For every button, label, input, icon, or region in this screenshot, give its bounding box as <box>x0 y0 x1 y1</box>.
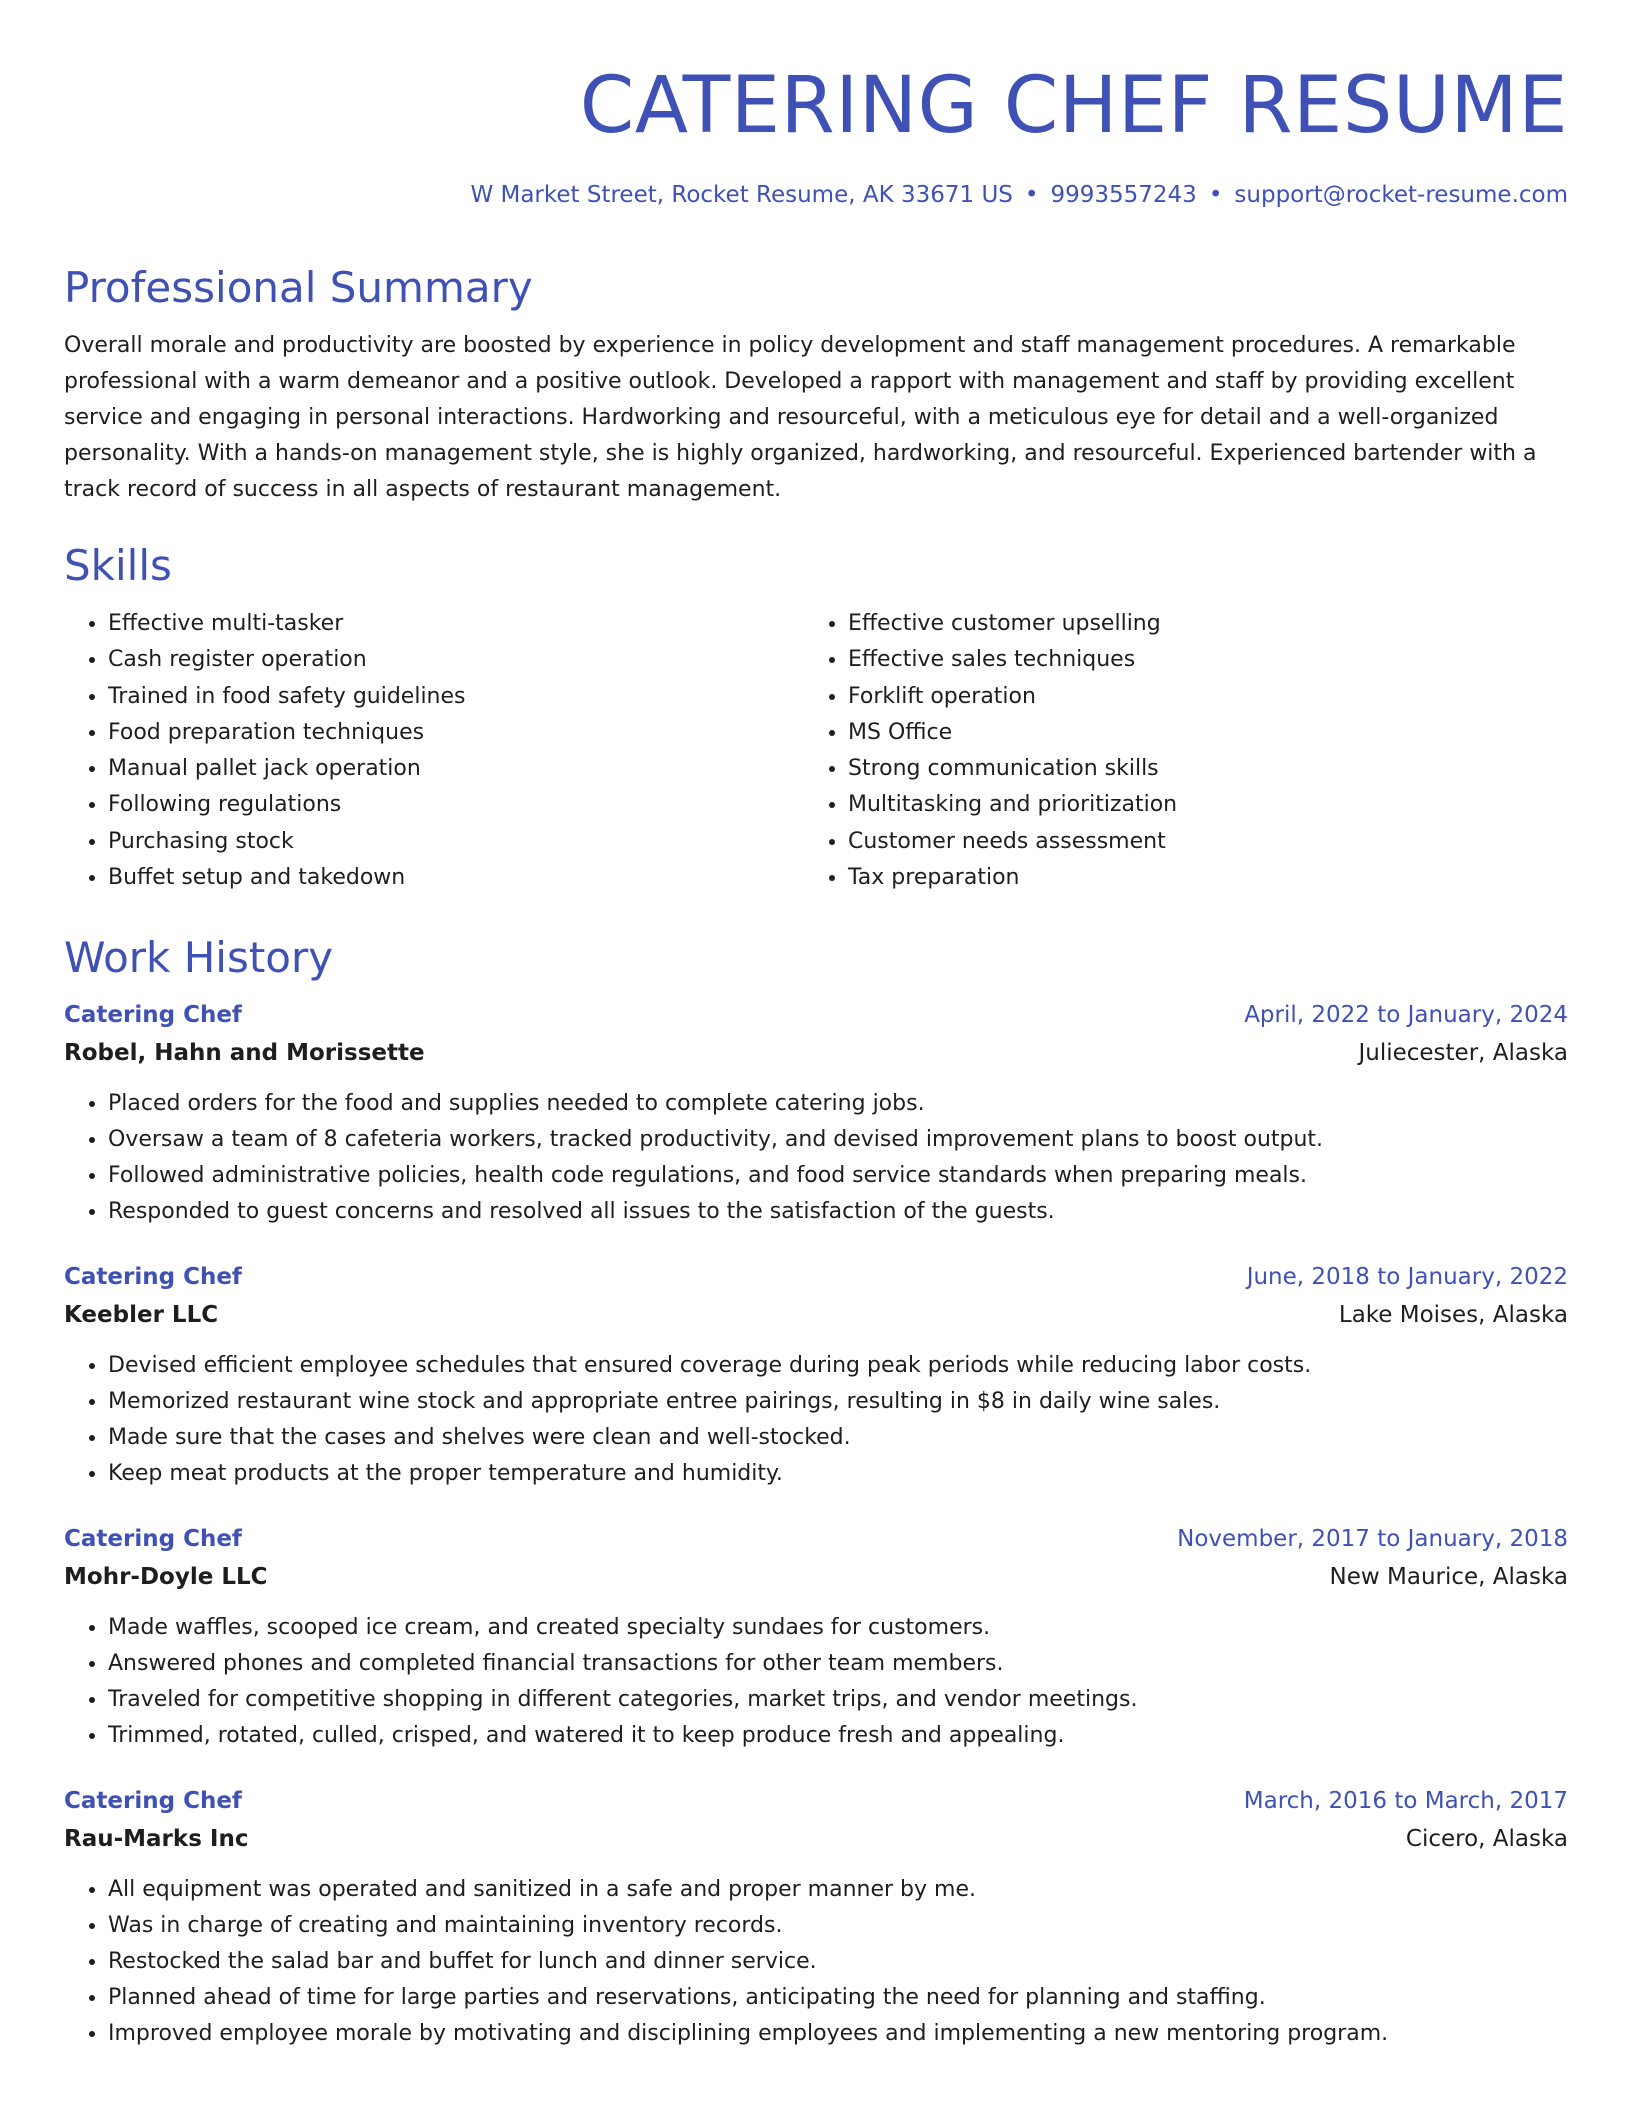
job-bullet: • Oversaw a team of 8 cafeteria workers, tracked productivity, and devised improvement plans to boost output. <box>108 1122 1568 1158</box>
job-bullet: • Planned ahead of time for large parties and reservations, anticipating the need for planning and staffing. <box>108 1980 1568 2016</box>
resume-title: CATERING CHEF RESUME <box>579 61 1568 151</box>
contact-address: W Market Street, Rocket Resume, AK 33671 US <box>470 182 1013 208</box>
job-title: Catering Chef <box>64 1264 242 1290</box>
contact-line <box>470 180 1568 210</box>
skills-section <box>64 540 1568 896</box>
job-company: Robel, Hahn and Morissette <box>64 1040 425 1066</box>
job-location: New Maurice, Alaska <box>1329 1564 1568 1590</box>
skills-list-left <box>64 606 804 896</box>
job-bullet: • Responded to guest concerns and resolved all issues to the satisfaction of the guests. <box>108 1194 1568 1230</box>
job-entry <box>64 996 1568 1230</box>
contact-separator: • <box>1024 182 1039 208</box>
skill-item: • Forklift operation <box>848 679 1544 715</box>
skill-item: • Effective sales techniques <box>848 642 1544 678</box>
skill-item: • Effective multi-tasker <box>108 606 804 642</box>
job-company-row <box>64 1820 1568 1858</box>
job-dates: March, 2016 to March, 2017 <box>1243 1788 1568 1814</box>
skill-item: • Purchasing stock <box>108 824 804 860</box>
job-company: Rau-Marks Inc <box>64 1826 249 1852</box>
job-bullet: • Devised efficient employee schedules that ensured coverage during peak periods while reducing labor costs. <box>108 1348 1568 1384</box>
skill-item: • Strong communication skills <box>848 751 1544 787</box>
job-bullet-list <box>64 1348 1568 1492</box>
skill-item: • Food preparation techniques <box>108 715 804 751</box>
job-header-row <box>64 996 1568 1034</box>
job-bullet: • Improved employee morale by motivating and disciplining employees and implementing a new mentoring program. <box>108 2016 1568 2052</box>
summary-text: Overall morale and productivity are boosted by experience in policy development and staff management procedures. A remarkable professional with a warm demeanor and a positive outlook. Developed a rapport with management and staff by providing excellent service and engaging in personal interactions. Hardworking and resourceful, with a meticulous eye for detail and a well-organized personality. With a hands-on management style, she is highly organized, hardworking, and resourceful. Experienced bartender with a track record of success in all aspects of restaurant management. <box>64 333 1537 502</box>
job-bullet: • Answered phones and completed financial transactions for other team members. <box>108 1646 1568 1682</box>
section-heading-work-history: Work History <box>64 933 334 982</box>
skill-item: • Multitasking and prioritization <box>848 787 1544 823</box>
skill-item: • Trained in food safety guidelines <box>108 679 804 715</box>
skill-item: • Effective customer upselling <box>848 606 1544 642</box>
skills-columns <box>64 606 1568 896</box>
job-header-row <box>64 1258 1568 1296</box>
section-heading-skills: Skills <box>64 541 172 590</box>
job-dates: June, 2018 to January, 2022 <box>1246 1264 1568 1290</box>
skill-item: • Tax preparation <box>848 860 1544 896</box>
job-bullet: • Made sure that the cases and shelves were clean and well-stocked. <box>108 1420 1568 1456</box>
job-bullet-list <box>64 1086 1568 1230</box>
job-header-row <box>64 1520 1568 1558</box>
skill-item: • Following regulations <box>108 787 804 823</box>
contact-email: support@rocket-resume.com <box>1234 182 1568 208</box>
skill-item: • Buffet setup and takedown <box>108 860 804 896</box>
skill-item: • Cash register operation <box>108 642 804 678</box>
job-bullet: • Placed orders for the food and supplies needed to complete catering jobs. <box>108 1086 1568 1122</box>
job-bullet: • Was in charge of creating and maintaining inventory records. <box>108 1908 1568 1944</box>
job-location: Cicero, Alaska <box>1405 1826 1568 1852</box>
skill-item: • Customer needs assessment <box>848 824 1544 860</box>
contact-separator: • <box>1208 182 1223 208</box>
job-company: Keebler LLC <box>64 1302 219 1328</box>
skill-item: • Manual pallet jack operation <box>108 751 804 787</box>
job-company: Mohr-Doyle LLC <box>64 1564 268 1590</box>
job-entry <box>64 1258 1568 1492</box>
job-bullet: • Memorized restaurant wine stock and appropriate entree pairings, resulting in $8 in daily wine sales. <box>108 1384 1568 1420</box>
job-company-row <box>64 1034 1568 1072</box>
job-bullet-list <box>64 1872 1568 2052</box>
job-bullet: • Made waffles, scooped ice cream, and created specialty sundaes for customers. <box>108 1610 1568 1646</box>
job-bullet: • Trimmed, rotated, culled, crisped, and watered it to keep produce fresh and appealing. <box>108 1718 1568 1754</box>
job-title: Catering Chef <box>64 1002 242 1028</box>
job-dates: November, 2017 to January, 2018 <box>1177 1526 1568 1552</box>
professional-summary-section <box>64 262 1568 508</box>
job-bullet: • Followed administrative policies, health code regulations, and food service standards when preparing meals. <box>108 1158 1568 1194</box>
job-bullet: • Traveled for competitive shopping in different categories, market trips, and vendor meetings. <box>108 1682 1568 1718</box>
skill-item: • MS Office <box>848 715 1544 751</box>
contact-phone: 9993557243 <box>1050 182 1197 208</box>
skills-list-right <box>804 606 1544 896</box>
job-bullet-list <box>64 1610 1568 1754</box>
job-company-row <box>64 1558 1568 1596</box>
job-header-row <box>64 1782 1568 1820</box>
job-entry <box>64 1782 1568 2052</box>
job-entry <box>64 1520 1568 1754</box>
job-bullet: • All equipment was operated and sanitized in a safe and proper manner by me. <box>108 1872 1568 1908</box>
job-title: Catering Chef <box>64 1788 242 1814</box>
job-location: Lake Moises, Alaska <box>1338 1302 1568 1328</box>
job-bullet: • Keep meat products at the proper temperature and humidity. <box>108 1456 1568 1492</box>
job-company-row <box>64 1296 1568 1334</box>
job-title: Catering Chef <box>64 1526 242 1552</box>
job-location: Juliecester, Alaska <box>1358 1040 1568 1066</box>
section-heading-summary: Professional Summary <box>64 263 533 312</box>
work-history-section <box>64 932 1568 2052</box>
job-bullet: • Restocked the salad bar and buffet for lunch and dinner service. <box>108 1944 1568 1980</box>
job-dates: April, 2022 to January, 2024 <box>1244 1002 1568 1028</box>
